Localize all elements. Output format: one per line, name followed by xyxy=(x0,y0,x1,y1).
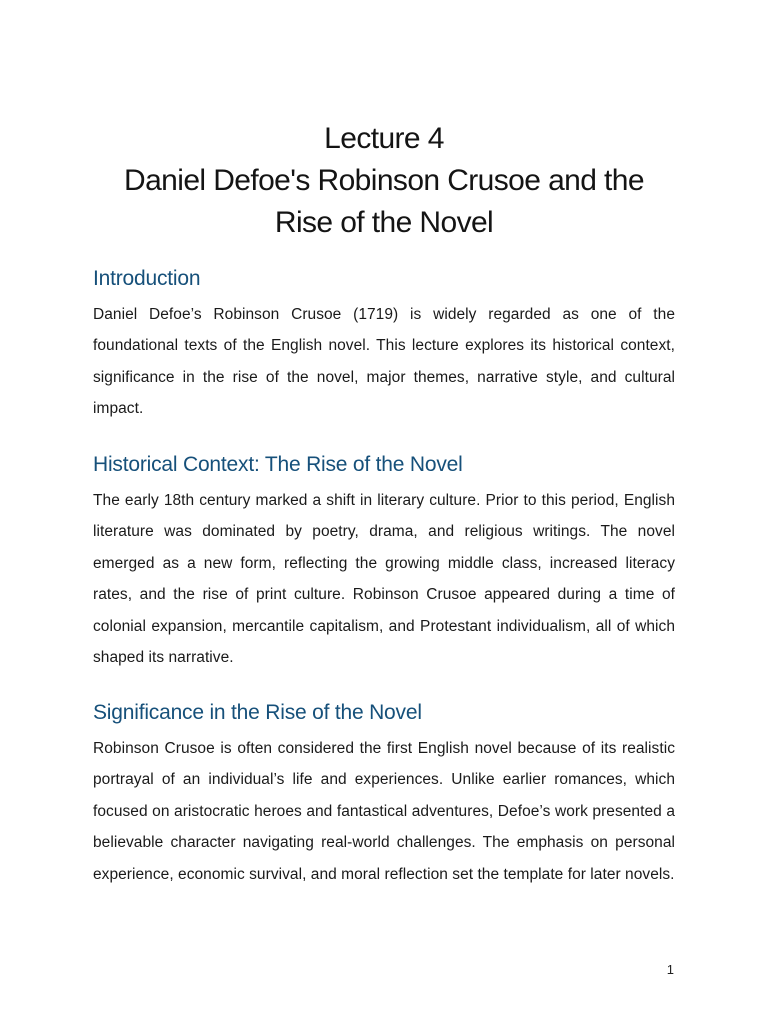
section-significance xyxy=(93,699,675,890)
section-paragraph: The early 18th century marked a shift in literary culture. Prior to this period, English literature was dominated by poetry, drama, and religious writings. The novel emerged as a new form, reflecting the growing middle class, increased literacy rates, and the rise of print culture. Robinson Crusoe appeared during a time of colonial expansion, mercantile capitalism, and Protestant individualism, all of which shaped its narrative. xyxy=(93,492,675,667)
section-heading: Historical Context: The Rise of the Novel xyxy=(93,453,463,476)
title-lecture-number: Lecture 4 xyxy=(324,122,444,155)
section-historical-context xyxy=(93,451,675,673)
section-introduction xyxy=(93,265,675,425)
section-paragraph: Robinson Crusoe is often considered the first English novel because of its realistic portrayal of an individual’s life and experiences. Unlike earlier romances, which focused on aristocratic heroes and fantastical adventures, Defoe’s work presented a believable character navigating real-world challenges. The emphasis on personal experience, economic survival, and moral reflection set the template for later novels. xyxy=(93,740,675,883)
title-line-2: Daniel Defoe's Robinson Crusoe and the xyxy=(124,164,644,197)
section-heading: Significance in the Rise of the Novel xyxy=(93,701,422,724)
title-line-3: Rise of the Novel xyxy=(274,206,494,239)
section-heading: Introduction xyxy=(93,267,201,290)
section-paragraph: Daniel Defoe’s Robinson Crusoe (1719) is widely regarded as one of the foundational texts of the English novel. This lecture explores its historical context, significance in the rise of the novel, major themes, narrative style, and cultural impact. xyxy=(93,306,675,418)
page-title xyxy=(60,118,708,244)
page-number: 1 xyxy=(666,962,674,977)
